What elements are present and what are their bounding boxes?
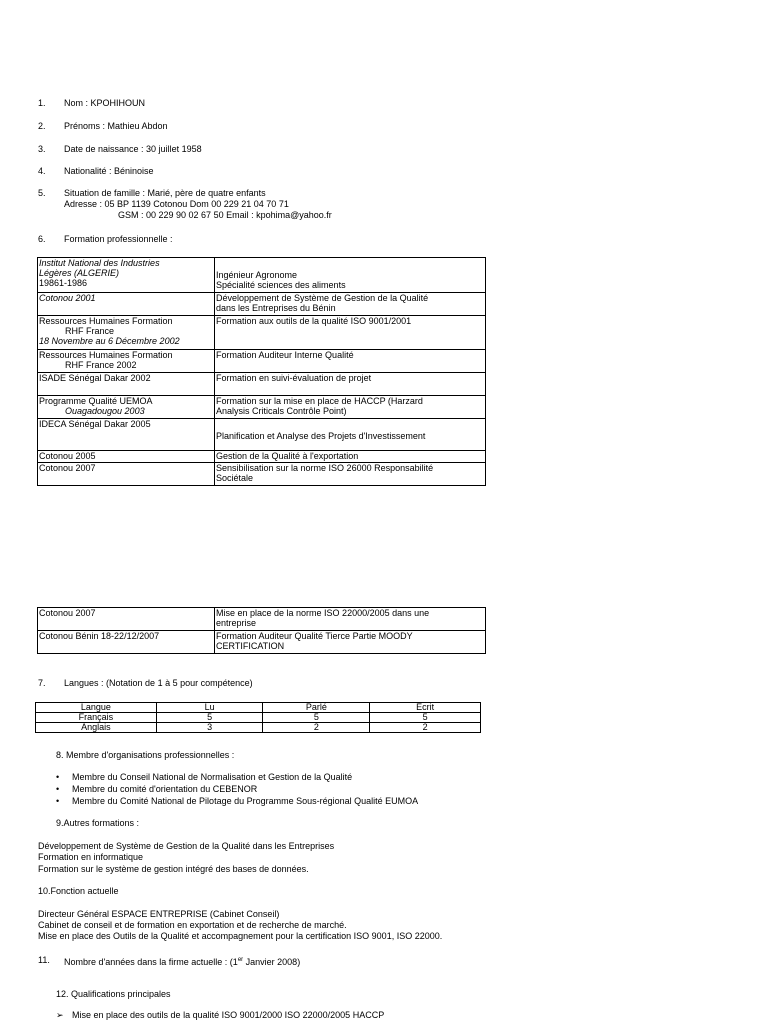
- cell-line: Analysis Criticals Contrôle Point): [216, 406, 347, 416]
- table-cell: Formation en suivi-évaluation de projet: [215, 373, 486, 396]
- item-number: 2.: [38, 121, 46, 131]
- table-header-row: [36, 703, 481, 713]
- item-number: 1.: [38, 98, 46, 108]
- autres-title: 9.Autres formations :: [56, 818, 140, 828]
- table-row: [38, 293, 486, 316]
- table-cell: [38, 396, 215, 419]
- table-cell: Gestion de la Qualité à l'exportation: [215, 451, 486, 463]
- list-item: Membre du comité d'orientation du CEBENOR: [72, 784, 258, 794]
- cell-line: Formation sur la mise en place de HACCP (Harzard: [216, 396, 423, 406]
- cell-line: dans les Entreprises du Bénin: [216, 303, 336, 313]
- formation-title: Formation professionnelle :: [64, 234, 173, 244]
- table-cell: IDECA Sénégal Dakar 2005: [38, 419, 215, 451]
- text-line: Formation sur le système de gestion intégré des bases de données.: [38, 864, 309, 874]
- qualif-title: 12. Qualifications principales: [56, 989, 171, 999]
- langues-title: Langues : (Notation de 1 à 5 pour compétence): [64, 678, 253, 688]
- cell-line: Ouagadougou 2003: [65, 406, 145, 416]
- table-cell: Cotonou 2001: [38, 293, 215, 316]
- cell-line: Sensibilisation sur la norme ISO 26000 Responsabilité: [216, 463, 434, 473]
- table-cell: 2: [370, 723, 481, 733]
- nom-line: Nom : KPOHIHOUN: [64, 98, 146, 108]
- cell-line: 19861-1986: [39, 278, 88, 288]
- column-header: Lu: [156, 703, 263, 713]
- formation-table-continued: [37, 607, 486, 654]
- table-row: [38, 631, 486, 654]
- cell-line: Institut National des Industries: [39, 258, 160, 268]
- table-row: [38, 608, 486, 631]
- bullet-icon: •: [56, 784, 60, 794]
- situation-famille-line: Situation de famille : Marié, père de quatre enfants: [64, 188, 266, 198]
- cell-line: Programme Qualité UEMOA: [39, 396, 153, 406]
- cell-line: RHF France 2002: [65, 360, 137, 370]
- cell-line: Ressources Humaines Formation: [39, 316, 173, 326]
- arrow-bullet-icon: ➢: [56, 1010, 64, 1020]
- table-cell: [38, 258, 215, 293]
- cell-line: Planification et Analyse des Projets d'Investissement: [216, 431, 426, 441]
- bullet-icon: •: [56, 772, 60, 782]
- fonction-title: 10.Fonction actuelle: [38, 886, 119, 896]
- cell-line: CERTIFICATION: [216, 641, 285, 651]
- table-row: [38, 316, 486, 350]
- table-cell: [38, 350, 215, 373]
- table-cell: 2: [263, 723, 370, 733]
- table-row: [38, 373, 486, 396]
- text-line: Mise en place des Outils de la Qualité et accompagnement pour la certification ISO 9001, ISO 22000.: [38, 931, 443, 941]
- table-row: [36, 723, 481, 733]
- text-line: Directeur Général ESPACE ENTREPRISE (Cabinet Conseil): [38, 909, 280, 919]
- membre-title: 8. Membre d'organisations professionnelles :: [56, 750, 235, 760]
- item-number: 3.: [38, 144, 46, 154]
- table-cell: Cotonou Bénin 18-22/12/2007: [38, 631, 215, 654]
- text-line: Cabinet de conseil et de formation en exportation et de recherche de marché.: [38, 920, 347, 930]
- list-item: Membre du Conseil National de Normalisation et Gestion de la Qualité: [72, 772, 353, 782]
- annees-text: Nombre d'années dans la firme actuelle : (1: [64, 957, 238, 967]
- superscript: er: [237, 957, 244, 963]
- cell-line: Ressources Humaines Formation: [39, 350, 173, 360]
- table-cell: [215, 396, 486, 419]
- text-line: Formation en informatique: [38, 852, 144, 862]
- table-cell: [38, 316, 215, 350]
- table-cell: Formation aux outils de la qualité ISO 9001/2001: [215, 316, 486, 350]
- prenoms-line: Prénoms : Mathieu Abdon: [64, 121, 168, 131]
- cell-line: 18 Novembre au 6 Décembre 2002: [39, 336, 180, 346]
- formation-table: [37, 257, 486, 486]
- list-item: Membre du Comité National de Pilotage du Programme Sous-régional Qualité EUMOA: [72, 796, 419, 806]
- cell-line: Légères (ALGERIE): [39, 268, 120, 278]
- annees-text: Janvier 2008): [243, 957, 301, 967]
- table-row: [38, 258, 486, 293]
- table-row: [36, 713, 481, 723]
- table-cell: Anglais: [36, 723, 157, 733]
- table-cell: [215, 258, 486, 293]
- table-cell: 5: [263, 713, 370, 723]
- list-item: Mise en place des outils de la qualité ISO 9001/2000 ISO 22000/2005 HACCP: [72, 1010, 385, 1020]
- table-cell: [215, 293, 486, 316]
- item-number: 5.: [38, 188, 46, 198]
- column-header: Ecrit: [370, 703, 481, 713]
- nationalite-line: Nationalité : Béninoise: [64, 166, 154, 176]
- column-header: Parlé: [263, 703, 370, 713]
- table-cell: [215, 631, 486, 654]
- table-cell: Cotonou 2005: [38, 451, 215, 463]
- cell-line: Formation Auditeur Qualité Tierce Partie MOODY: [216, 631, 413, 641]
- table-cell: Formation Auditeur Interne Qualité: [215, 350, 486, 373]
- table-row: [38, 419, 486, 451]
- item-number: 4.: [38, 166, 46, 176]
- table-row: [38, 463, 486, 486]
- cell-line: Sociétale: [216, 473, 254, 483]
- table-cell: 5: [370, 713, 481, 723]
- table-cell: Cotonou 2007: [38, 608, 215, 631]
- item-number: 11.: [38, 955, 50, 965]
- gsm-email-line: GSM : 00 229 90 02 67 50 Email : kpohima@yahoo.fr: [118, 210, 332, 220]
- cell-line: Mise en place de la norme ISO 22000/2005 dans une: [216, 608, 430, 618]
- table-row: [38, 451, 486, 463]
- bullet-icon: •: [56, 796, 60, 806]
- langues-table: [35, 702, 481, 733]
- cell-line: entreprise: [216, 618, 257, 628]
- table-cell: [215, 419, 486, 451]
- annees-line: [64, 955, 300, 968]
- table-cell: 5: [156, 713, 263, 723]
- date-naissance-line: Date de naissance : 30 juillet 1958: [64, 144, 202, 154]
- table-row: [38, 396, 486, 419]
- table-cell: [215, 463, 486, 486]
- cell-line: Développement de Système de Gestion de la Qualité: [216, 293, 429, 303]
- table-cell: 3: [156, 723, 263, 733]
- cell-line: Spécialité sciences des aliments: [216, 280, 346, 290]
- table-cell: Cotonou 2007: [38, 463, 215, 486]
- item-number: 6.: [38, 234, 46, 244]
- adresse-line: Adresse : 05 BP 1139 Cotonou Dom 00 229 21 04 70 71: [64, 199, 289, 209]
- table-row: [38, 350, 486, 373]
- cell-line: Ingénieur Agronome: [216, 270, 298, 280]
- text-line: Développement de Système de Gestion de la Qualité dans les Entreprises: [38, 841, 335, 851]
- cell-line: RHF France: [65, 326, 115, 336]
- table-cell: ISADE Sénégal Dakar 2002: [38, 373, 215, 396]
- table-cell: [215, 608, 486, 631]
- item-number: 7.: [38, 678, 46, 688]
- column-header: Langue: [36, 703, 157, 713]
- table-cell: Français: [36, 713, 157, 723]
